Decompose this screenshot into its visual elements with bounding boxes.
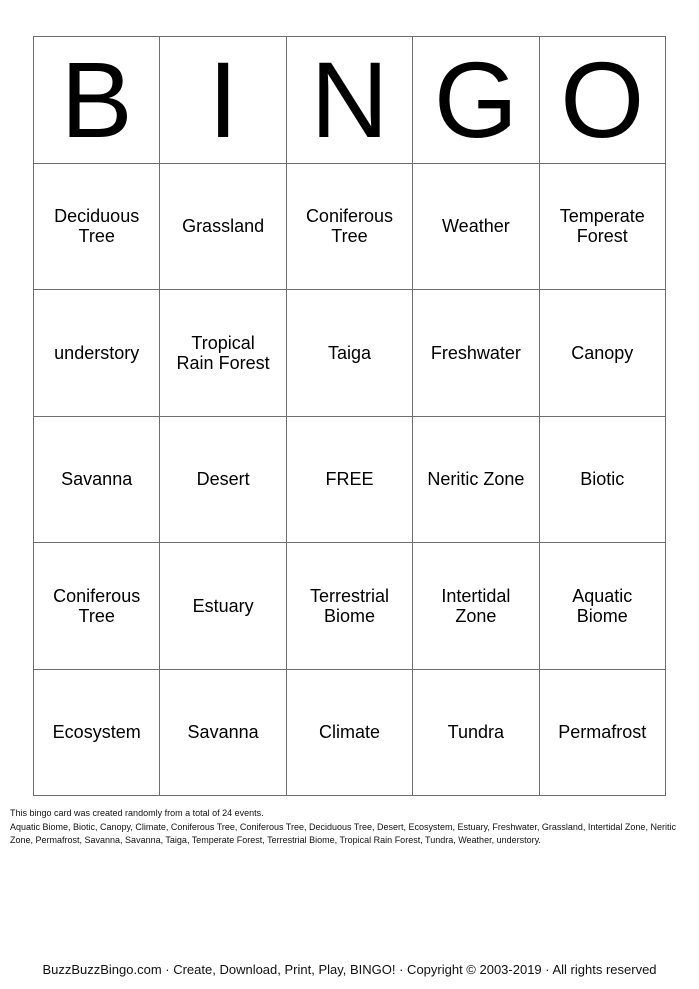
bingo-cell: Savanna (34, 416, 160, 543)
footer-copyright: BuzzBuzzBingo.com · Create, Download, Print, Play, BINGO! · Copyright © 2003-2019 · All rights reserved (42, 962, 657, 977)
bingo-cell: Climate (286, 669, 412, 796)
header-letter-n: N (286, 37, 412, 164)
bingo-cell: Grassland (160, 163, 286, 290)
bingo-cell: Permafrost (539, 669, 665, 796)
events-list: Aquatic Biome, Biotic, Canopy, Climate, Coniferous Tree, Coniferous Tree, Deciduous Tree, Desert, Ecosystem, Estuary, Freshwater, Grassland, Intertidal Zone, Neritic Zone, Permafrost, Savanna, Savanna, Taiga, Temperate Forest, Terrestrial Biome, Tropical Rain Forest, Tundra, Weather, understory. (10, 821, 676, 845)
bingo-row (34, 416, 666, 543)
bingo-cell: Savanna (160, 669, 286, 796)
bingo-row (34, 669, 666, 796)
bingo-header-row (34, 37, 666, 164)
bingo-cell: Estuary (160, 543, 286, 670)
bingo-cell: understory (34, 290, 160, 417)
bingo-cell: Tundra (413, 669, 539, 796)
bingo-cell: Tropical Rain Forest (160, 290, 286, 417)
bingo-cell: Coniferous Tree (34, 543, 160, 670)
header-letter-o: O (539, 37, 665, 164)
bingo-row (34, 543, 666, 670)
bingo-cell: Aquatic Biome (539, 543, 665, 670)
bingo-card (33, 36, 666, 796)
bingo-cell: Temperate Forest (539, 163, 665, 290)
bingo-cell: Coniferous Tree (286, 163, 412, 290)
header-letter-b: B (34, 37, 160, 164)
bingo-row (34, 163, 666, 290)
bingo-cell: Biotic (539, 416, 665, 543)
bingo-row (34, 290, 666, 417)
header-letter-g: G (413, 37, 539, 164)
bingo-cell: Weather (413, 163, 539, 290)
bingo-cell: Ecosystem (34, 669, 160, 796)
bingo-cell: Neritic Zone (413, 416, 539, 543)
bingo-cell: Desert (160, 416, 286, 543)
card-summary: This bingo card was created randomly from a total of 24 events. (10, 808, 264, 818)
bingo-cell: Canopy (539, 290, 665, 417)
bingo-cell: Deciduous Tree (34, 163, 160, 290)
header-letter-i: I (160, 37, 286, 164)
bingo-cell: Taiga (286, 290, 412, 417)
card-info (10, 807, 695, 848)
bingo-cell: Freshwater (413, 290, 539, 417)
bingo-cell: Terrestrial Biome (286, 543, 412, 670)
bingo-cell: Intertidal Zone (413, 543, 539, 670)
free-space-cell: FREE (286, 416, 412, 543)
